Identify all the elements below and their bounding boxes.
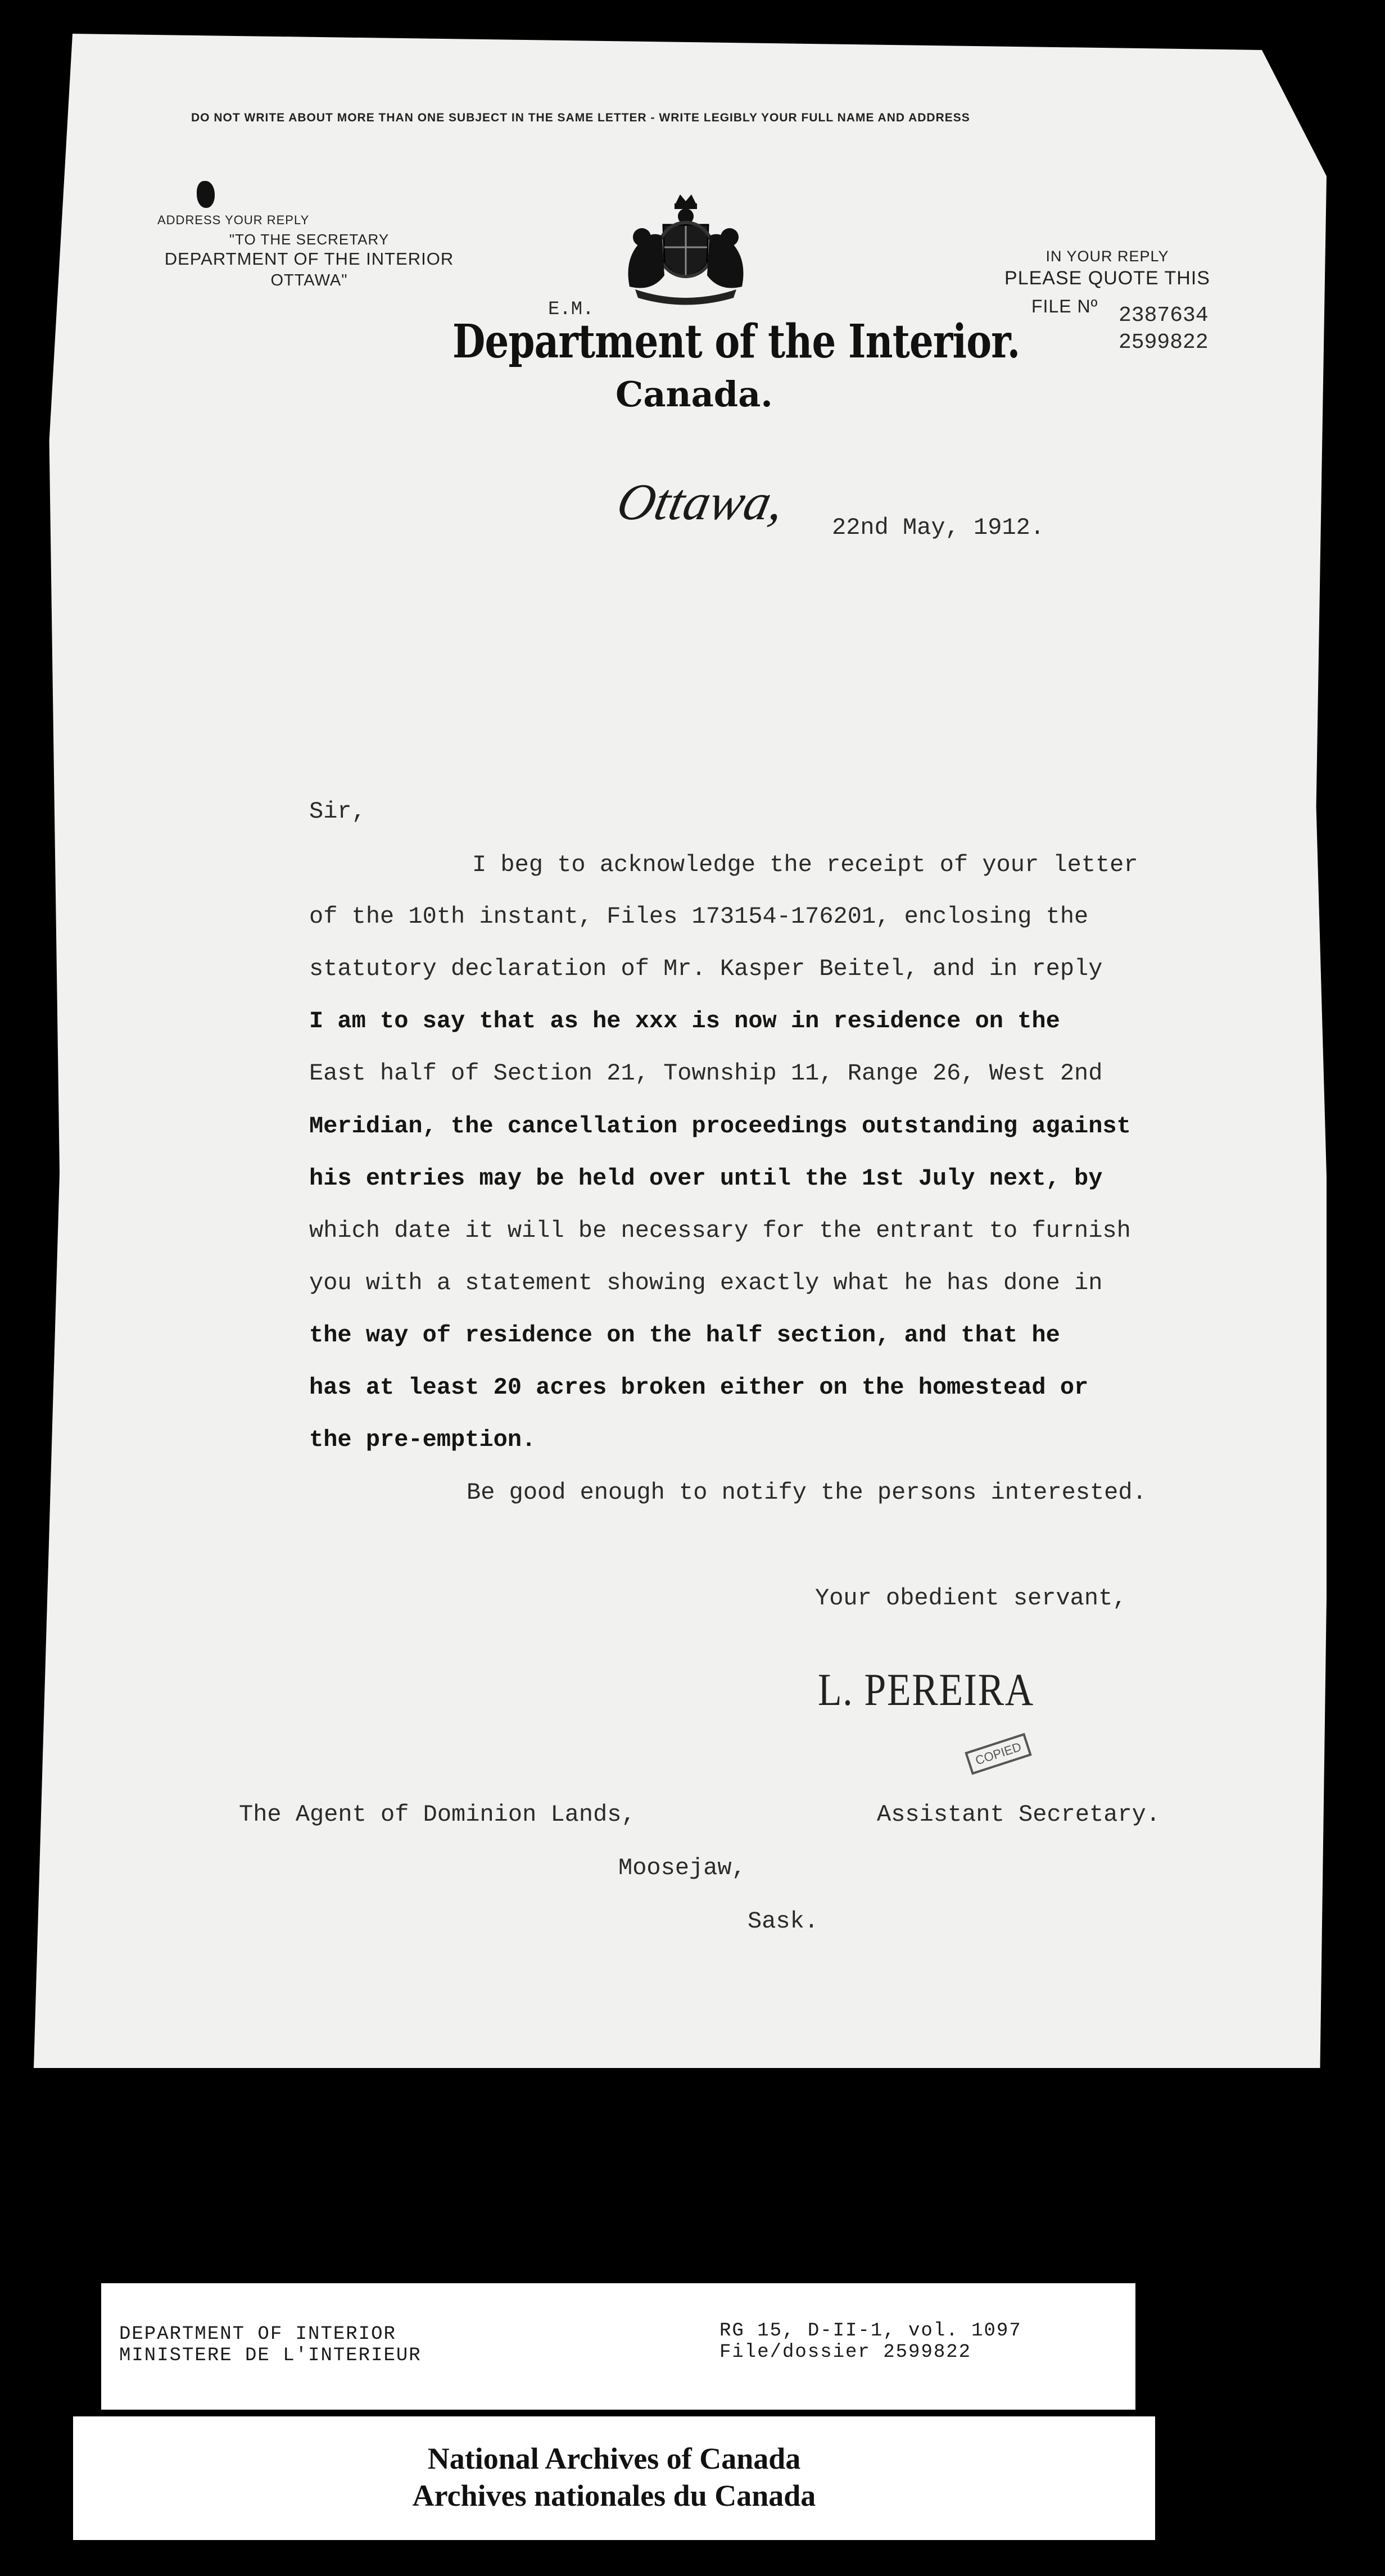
initials: E.M. [548,299,594,320]
salutation: Sir, [309,798,366,825]
letter-line-4: I am to say that as he xxx is now in residence on the [309,1008,1060,1035]
archive-label [101,2283,1135,2410]
letter-line-11: has at least 20 acres broken either on the homestead or [309,1374,1089,1401]
signatory-title: Assistant Secretary. [877,1801,1161,1828]
archive-footer-en: National Archives of Canada [427,2442,801,2475]
quote-block [978,247,1237,290]
letter-line-6: Meridian, the cancellation proceedings outstanding against [309,1113,1131,1140]
file-number-1: 2387634 [1119,303,1209,328]
addressee-line-1: The Agent of Dominion Lands, [239,1801,636,1828]
address-line-3: DEPARTMENT OF THE INTERIOR [164,249,454,269]
letter-line-1: I beg to acknowledge the receipt of your letter [472,851,1138,878]
letter-line-12: the pre-emption. [309,1426,536,1453]
top-notice: DO NOT WRITE ABOUT MORE THAN ONE SUBJECT IN THE SAME LETTER - WRITE LEGIBLY YOUR FULL NAME AND ADDRESS [191,111,970,124]
address-line-4: OTTAWA" [270,271,348,289]
addressee-line-2: Moosejaw, [618,1854,746,1881]
file-label: FILE Nº [1031,296,1098,316]
address-line-2: "TO THE SECRETARY [229,230,390,248]
quote-line-2: PLEASE QUOTE THIS [1004,267,1210,289]
letter-line-10: the way of residence on the half section, and that he [309,1322,1060,1349]
archive-file: File/dossier 2599822 [719,2342,972,2363]
royal-coat-of-arms [613,191,759,309]
addressee-line-3: Sask. [748,1908,819,1935]
department-name: Department of the Interior. [452,315,1020,369]
city-name: Ottawa, [612,473,790,530]
ink-blot [197,181,215,208]
archive-ref: RG 15, D-II-1, vol. 1097 [719,2320,1022,2342]
country-name: Canada. [615,374,773,415]
archive-footer [73,2416,1155,2540]
archive-footer-fr: Archives nationales du Canada [412,2479,816,2512]
address-line-1: ADDRESS YOUR REPLY [157,213,310,227]
copied-stamp: COPIED [965,1733,1032,1775]
signature: L. PEREIRA [818,1664,1034,1715]
letter-line-8: which date it will be necessary for the entrant to furnish [309,1217,1131,1244]
letter-line-7: his entries may be held over until the 1st July next, by [309,1165,1103,1192]
archive-dept-en: DEPARTMENT OF INTERIOR [119,2324,396,2345]
letter-line-3: statutory declaration of Mr. Kasper Beitel, and in reply [309,955,1103,982]
quote-line-1: IN YOUR REPLY [1045,248,1169,265]
letter-line-2: of the 10th instant, Files 173154-176201, enclosing the [309,903,1089,930]
letter-date: 22nd May, 1912. [832,514,1045,541]
letter-line-5: East half of Section 21, Township 11, Range 26, West 2nd [309,1060,1103,1087]
file-number-2: 2599822 [1119,330,1209,355]
closing-line: Be good enough to notify the persons interested. [467,1479,1147,1506]
valediction: Your obedient servant, [815,1585,1127,1612]
letter-line-9: you with a statement showing exactly what he has done in [309,1269,1103,1296]
address-block [157,212,461,291]
archive-dept-fr: MINISTERE DE L'INTERIEUR [119,2345,422,2366]
